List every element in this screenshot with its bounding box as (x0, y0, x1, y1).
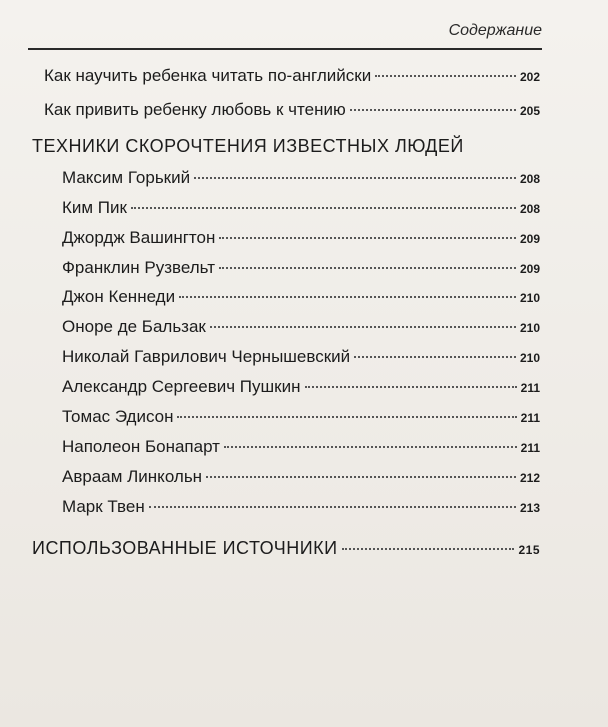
toc-entry-title: Ким Пик (62, 198, 127, 217)
toc-entry-page: 211 (520, 381, 540, 395)
toc-entry[interactable] (62, 258, 540, 284)
dot-leader (131, 206, 516, 209)
toc-entry[interactable] (62, 467, 540, 493)
toc-entry[interactable] (62, 497, 540, 523)
toc-entry[interactable] (62, 228, 540, 254)
toc-entry-page: 212 (519, 471, 540, 485)
toc-entry-title: Оноре де Бальзак (62, 317, 206, 336)
dot-leader (194, 176, 516, 179)
toc-entry[interactable] (44, 66, 540, 92)
toc-entry-title: Как научить ребенка читать по-английски (44, 66, 372, 85)
dot-leader (179, 295, 516, 298)
toc-entry-title: Джон Кеннеди (62, 287, 176, 306)
toc-entry-title: Наполеон Бонапарт (62, 437, 220, 456)
toc-entry[interactable] (44, 100, 540, 126)
dot-leader (219, 236, 516, 239)
toc-entry[interactable] (62, 407, 540, 433)
dot-leader (206, 475, 516, 478)
toc-entry-title: Авраам Линкольн (62, 467, 203, 486)
dot-leader (350, 108, 516, 111)
toc-entry[interactable] (62, 168, 540, 194)
dot-leader (354, 355, 516, 358)
toc-entry-title: Как привить ребенку любовь к чтению (44, 100, 346, 119)
toc-entry-title: ИСПОЛЬЗОВАННЫЕ ИСТОЧНИКИ (32, 538, 338, 558)
toc-entry-page: 213 (519, 501, 540, 515)
toc-entry-page: 215 (518, 543, 540, 557)
dot-leader (149, 505, 516, 508)
toc-entry-page: 202 (519, 70, 540, 84)
toc-entry[interactable] (62, 437, 540, 463)
toc-entry-title: Александр Сергеевич Пушкин (62, 377, 301, 396)
section-heading[interactable]: ТЕХНИКИ СКОРОЧТЕНИЯ ИЗВЕСТНЫХ ЛЮДЕЙ (32, 136, 464, 156)
toc-entry-page: 211 (520, 411, 540, 425)
dot-leader (219, 266, 516, 269)
toc-entry-title: Максим Горький (62, 168, 191, 187)
toc-entry-page: 208 (519, 202, 540, 216)
toc-entry-title: Джордж Вашингтон (62, 228, 216, 247)
toc-entry-page: 210 (519, 351, 540, 365)
toc-entry[interactable] (62, 377, 540, 403)
toc-entry-page: 211 (520, 441, 540, 455)
toc-entry[interactable] (62, 198, 540, 224)
toc-entry-page: 210 (519, 291, 540, 305)
dot-leader (375, 74, 516, 77)
header-rule (28, 48, 542, 50)
toc-entry[interactable] (62, 287, 540, 313)
dot-leader (305, 385, 517, 388)
dot-leader (177, 415, 516, 418)
toc-entry[interactable] (62, 347, 540, 373)
toc-entry-page: 205 (519, 104, 540, 118)
toc-entry-page: 209 (519, 262, 540, 276)
toc-entry-title: Франклин Рузвельт (62, 258, 215, 277)
toc-entry-title: Томас Эдисон (62, 407, 174, 426)
toc-entry[interactable] (62, 317, 540, 343)
running-head: Содержание (448, 22, 542, 39)
dot-leader (224, 445, 517, 448)
toc-entry-title: Николай Гаврилович Чернышевский (62, 347, 351, 366)
toc-entry-page: 209 (519, 232, 540, 246)
dot-leader (342, 547, 515, 550)
toc-entry-page: 210 (519, 321, 540, 335)
toc-entry-title: Марк Твен (62, 497, 145, 516)
toc-entry-page: 208 (519, 172, 540, 186)
toc-entry-sources[interactable] (32, 538, 540, 564)
dot-leader (210, 325, 516, 328)
